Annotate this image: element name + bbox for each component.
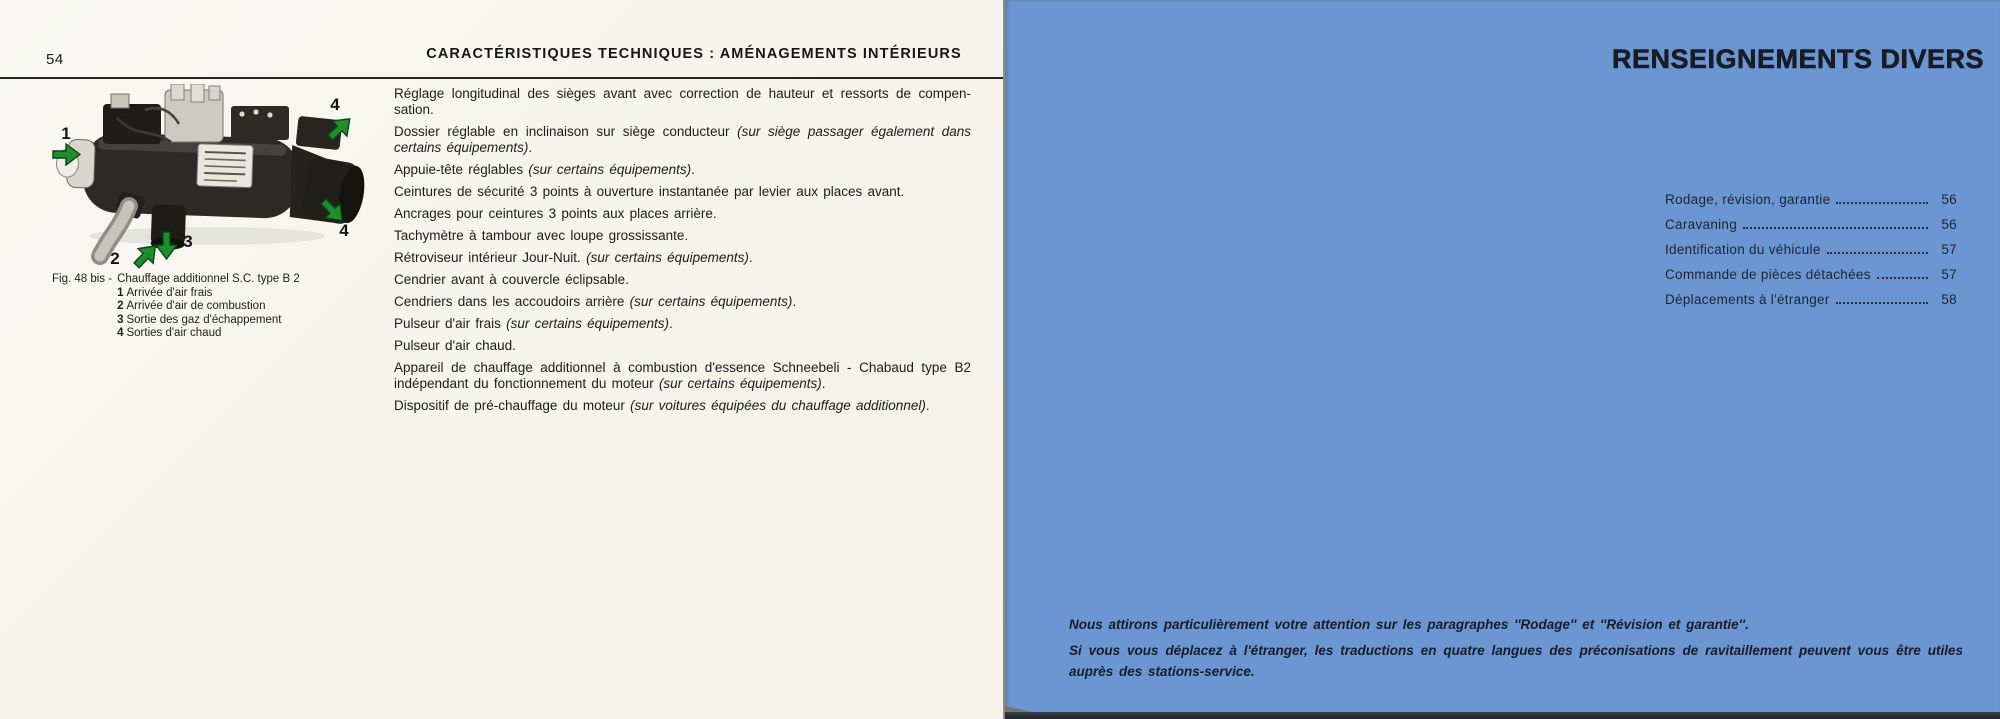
spec-paragraph: Pulseur d'air frais (sur certains équipements). bbox=[394, 316, 673, 331]
figure-caption-title: Chauffage additionnel S.C. type B 2 bbox=[117, 273, 300, 285]
legend-label: Sorties d'air chaud bbox=[126, 327, 222, 339]
spec-paragraph: Réglage longitudinal des sièges avant avec correction de hauteur et ressorts de compensation. bbox=[394, 86, 971, 117]
table-of-contents bbox=[1665, 193, 1957, 318]
svg-text:2: 2 bbox=[110, 249, 120, 268]
legend-number: 2 bbox=[117, 300, 124, 312]
figure-caption-body bbox=[117, 273, 300, 341]
spec-paragraph: Dispositif de pré-chauffage du moteur (sur voitures équipées du chauffage additionnel). bbox=[394, 398, 930, 413]
figure-legend-row bbox=[117, 314, 300, 328]
spec-list bbox=[394, 86, 971, 420]
toc-label: Rodage, révision, garantie bbox=[1665, 192, 1831, 207]
svg-text:4: 4 bbox=[339, 221, 349, 240]
dot-leader bbox=[1836, 201, 1928, 204]
toc-label: Déplacements à l'étranger bbox=[1665, 292, 1830, 307]
spec-paragraph: Cendriers dans les accoudoirs arrière (sur certains équipements). bbox=[394, 294, 797, 309]
toc-row bbox=[1665, 243, 1957, 257]
dot-leader bbox=[1836, 301, 1928, 304]
svg-text:1: 1 bbox=[61, 124, 71, 143]
legend-number: 3 bbox=[117, 313, 124, 326]
toc-page-number: 56 bbox=[1941, 217, 1957, 232]
dot-leader bbox=[1877, 276, 1928, 279]
spec-paragraph: Ceintures de sécurité 3 points à ouverture instantanée par levier aux places avant. bbox=[394, 184, 905, 199]
spec-paragraph: Cendrier avant à couvercle éclipsable. bbox=[394, 272, 629, 287]
page-bottom-edge bbox=[1005, 712, 2000, 719]
figure-caption bbox=[52, 273, 382, 341]
page-number: 54 bbox=[46, 51, 64, 68]
legend-number: 4 bbox=[117, 327, 124, 339]
spec-paragraph: Dossier réglable en inclinaison sur siège conducteur (sur siège passager également dans certains équipements). bbox=[394, 124, 971, 155]
header-rule bbox=[0, 77, 1004, 79]
spec-paragraph: Appuie-tête réglables (sur certains équipements). bbox=[394, 162, 695, 177]
toc-row bbox=[1665, 268, 1957, 282]
figure-legend-row bbox=[117, 327, 300, 341]
legend-label: Arrivée d'air de combustion bbox=[126, 300, 266, 312]
nameplate bbox=[197, 144, 253, 188]
legend-label: Sortie des gaz d'échappement bbox=[126, 313, 282, 326]
figure-legend-row bbox=[117, 300, 300, 314]
legend-number: 1 bbox=[117, 286, 124, 299]
toc-row bbox=[1665, 293, 1957, 307]
spec-paragraph: Ancrages pour ceintures 3 points aux places arrière. bbox=[394, 206, 717, 221]
page-header: CARACTÉRISTIQUES TECHNIQUES : AMÉNAGEMENTS INTÉRIEURS bbox=[426, 46, 962, 62]
toc-page-number: 57 bbox=[1941, 242, 1957, 257]
legend-label: Arrivée d'air frais bbox=[126, 286, 213, 299]
toc-row bbox=[1665, 193, 1957, 207]
dot-leader bbox=[1827, 251, 1928, 254]
spec-paragraph: Pulseur d'air chaud. bbox=[394, 338, 516, 353]
heater-photo-illustration bbox=[45, 84, 380, 270]
toc-label: Commande de pièces détachées bbox=[1665, 267, 1871, 282]
right-page-title: RENSEIGNEMENTS DIVERS bbox=[1612, 44, 1985, 74]
spec-paragraph: Tachymètre à tambour avec loupe grossissante. bbox=[394, 228, 689, 243]
toc-label: Identification du véhicule bbox=[1665, 242, 1821, 257]
spec-paragraph: Appareil de chauffage additionnel à combustion d'essence Schneebeli - Chabaud type B2 indépendant du fonctionnement du moteur (sur certains équipements). bbox=[394, 360, 971, 391]
figure-legend-row bbox=[117, 287, 300, 301]
svg-text:4: 4 bbox=[330, 95, 340, 114]
toc-label: Caravaning bbox=[1665, 217, 1738, 232]
dot-leader bbox=[1743, 226, 1928, 229]
toc-page-number: 56 bbox=[1941, 192, 1957, 207]
footer-note bbox=[1069, 615, 1963, 688]
spec-paragraph: Rétroviseur intérieur Jour-Nuit. (sur certains équipements). bbox=[394, 250, 753, 265]
toc-page-number: 57 bbox=[1941, 267, 1957, 282]
svg-text:3: 3 bbox=[183, 232, 193, 251]
note-paragraph: Si vous vous déplacez à l'étranger, les traductions en quatre langues des préconisations de ravitaillement peuvent vous être utiles auprès des stations-service. bbox=[1069, 642, 1963, 679]
right-page bbox=[1003, 0, 2000, 719]
toc-page-number: 58 bbox=[1941, 292, 1957, 307]
note-paragraph: Nous attirons particulièrement votre attention sur les paragraphes ''Rodage'' et ''Révision et garantie''. bbox=[1069, 617, 1749, 632]
heater-figure bbox=[45, 84, 380, 270]
figure-caption-prefix: Fig. 48 bis - bbox=[52, 273, 113, 285]
toc-row bbox=[1665, 218, 1957, 232]
